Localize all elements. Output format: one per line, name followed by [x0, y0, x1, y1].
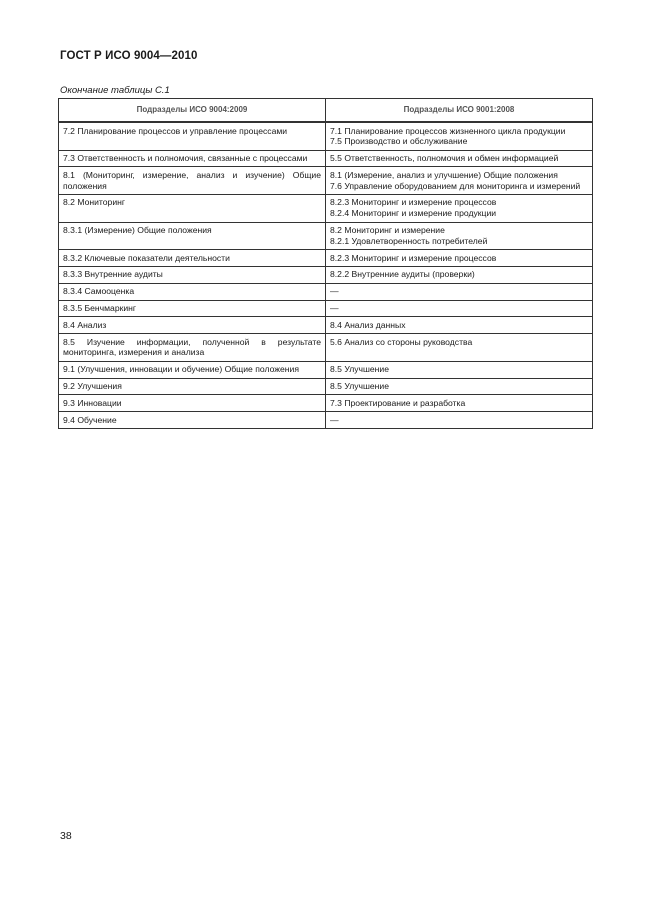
- table-row: [59, 122, 593, 150]
- column-header: Подразделы ИСО 9004:2009: [59, 99, 326, 123]
- cell-iso-9004: [59, 317, 326, 334]
- cell-text: 8.2 Мониторинг: [63, 197, 125, 208]
- cell-text: 7.1 Планирование процессов жизненного цикла продукции: [330, 125, 566, 136]
- cell-iso-9001: [326, 167, 593, 195]
- table-row: [59, 300, 593, 317]
- cell-text: 5.5 Ответственность, полномочия и обмен информацией: [330, 153, 559, 164]
- cell-text: 8.2.2 Внутренние аудиты (проверки): [330, 269, 475, 280]
- cell-text: 7.3 Ответственность и полномочия, связанные с процессами: [63, 153, 308, 164]
- table-row: [59, 395, 593, 412]
- cell-text: 8.2.1 Удовлетворенность потребителей: [330, 235, 488, 246]
- column-header: Подразделы ИСО 9001:2008: [326, 99, 593, 123]
- table-row: [59, 194, 593, 222]
- cell-text: 9.2 Улучшения: [63, 381, 122, 392]
- cell-iso-9001: [326, 334, 593, 362]
- cell-iso-9001: [326, 122, 593, 150]
- cell-text: 9.1 (Улучшения, инновации и обучение) Общие положения: [63, 364, 299, 375]
- cell-text: —: [330, 303, 339, 314]
- cell-iso-9001: [326, 300, 593, 317]
- cell-text: 8.5 Улучшение: [330, 364, 390, 375]
- cell-text: 7.6 Управление оборудованием для мониторинга и измерений: [330, 180, 581, 191]
- cell-text: 8.3.2 Ключевые показатели деятельности: [63, 252, 230, 263]
- cell-text: —: [330, 286, 339, 297]
- table-header-row: [59, 99, 593, 123]
- table-caption: Окончание таблицы С.1: [60, 85, 170, 96]
- table-row: [59, 412, 593, 429]
- cell-iso-9004: [59, 266, 326, 283]
- cell-iso-9001: [326, 317, 593, 334]
- cell-iso-9004: [59, 300, 326, 317]
- table-body: [59, 122, 593, 428]
- cell-iso-9004: [59, 222, 326, 250]
- table-row: [59, 266, 593, 283]
- cell-text: 8.1 (Мониторинг, измерение, анализ и изучение) Общие положения: [63, 169, 321, 191]
- table-row: [59, 150, 593, 167]
- page-number: 38: [60, 830, 72, 842]
- cell-iso-9004: [59, 334, 326, 362]
- table-row: [59, 250, 593, 267]
- cell-iso-9004: [59, 361, 326, 378]
- table-row: [59, 361, 593, 378]
- table-row: [59, 222, 593, 250]
- cell-iso-9004: [59, 194, 326, 222]
- table-row: [59, 167, 593, 195]
- document-header: ГОСТ Р ИСО 9004—2010: [60, 50, 198, 62]
- cell-text: 8.5 Улучшение: [330, 381, 390, 392]
- cell-iso-9001: [326, 378, 593, 395]
- table-row: [59, 378, 593, 395]
- cell-text: 8.4 Анализ: [63, 319, 107, 330]
- cell-text: 7.5 Производство и обслуживание: [330, 136, 468, 147]
- cell-text: 8.2.4 Мониторинг и измерение продукции: [330, 208, 497, 219]
- cell-text: 8.2 Мониторинг и измерение: [330, 225, 445, 236]
- cell-iso-9001: [326, 395, 593, 412]
- cell-text: 5.6 Анализ со стороны руководства: [330, 336, 473, 347]
- cell-iso-9001: [326, 266, 593, 283]
- cell-text: 8.4 Анализ данных: [330, 319, 406, 330]
- cell-iso-9004: [59, 412, 326, 429]
- cell-iso-9004: [59, 250, 326, 267]
- cell-text: 8.3.1 (Измерение) Общие положения: [63, 225, 212, 236]
- cell-text: 7.3 Проектирование и разработка: [330, 397, 466, 408]
- cell-iso-9001: [326, 222, 593, 250]
- cell-iso-9004: [59, 150, 326, 167]
- cell-text: 8.2.3 Мониторинг и измерение процессов: [330, 197, 497, 208]
- cell-text: —: [330, 414, 339, 425]
- cell-text: 7.2 Планирование процессов и управление процессами: [63, 125, 288, 136]
- cell-iso-9001: [326, 194, 593, 222]
- cell-text: 8.3.3 Внутренние аудиты: [63, 269, 163, 280]
- table-row: [59, 317, 593, 334]
- table-row: [59, 283, 593, 300]
- cell-iso-9004: [59, 122, 326, 150]
- cell-text: 8.3.4 Самооценка: [63, 286, 135, 297]
- cell-text: 9.4 Обучение: [63, 414, 117, 425]
- cell-iso-9001: [326, 283, 593, 300]
- cell-text: 9.3 Инновации: [63, 397, 122, 408]
- cell-text: 8.5 Изучение информации, полученной в результате мониторинга, измерения и анализа: [63, 336, 321, 358]
- table-row: [59, 334, 593, 362]
- cell-iso-9004: [59, 167, 326, 195]
- cell-iso-9001: [326, 361, 593, 378]
- cell-iso-9001: [326, 250, 593, 267]
- cell-text: 8.2.3 Мониторинг и измерение процессов: [330, 252, 497, 263]
- cell-iso-9001: [326, 412, 593, 429]
- comparison-table: [58, 98, 593, 429]
- cell-iso-9004: [59, 378, 326, 395]
- cell-iso-9004: [59, 283, 326, 300]
- cell-iso-9004: [59, 395, 326, 412]
- cell-text: 8.3.5 Бенчмаркинг: [63, 303, 137, 314]
- cell-text: 8.1 (Измерение, анализ и улучшение) Общие положения: [330, 169, 558, 180]
- cell-iso-9001: [326, 150, 593, 167]
